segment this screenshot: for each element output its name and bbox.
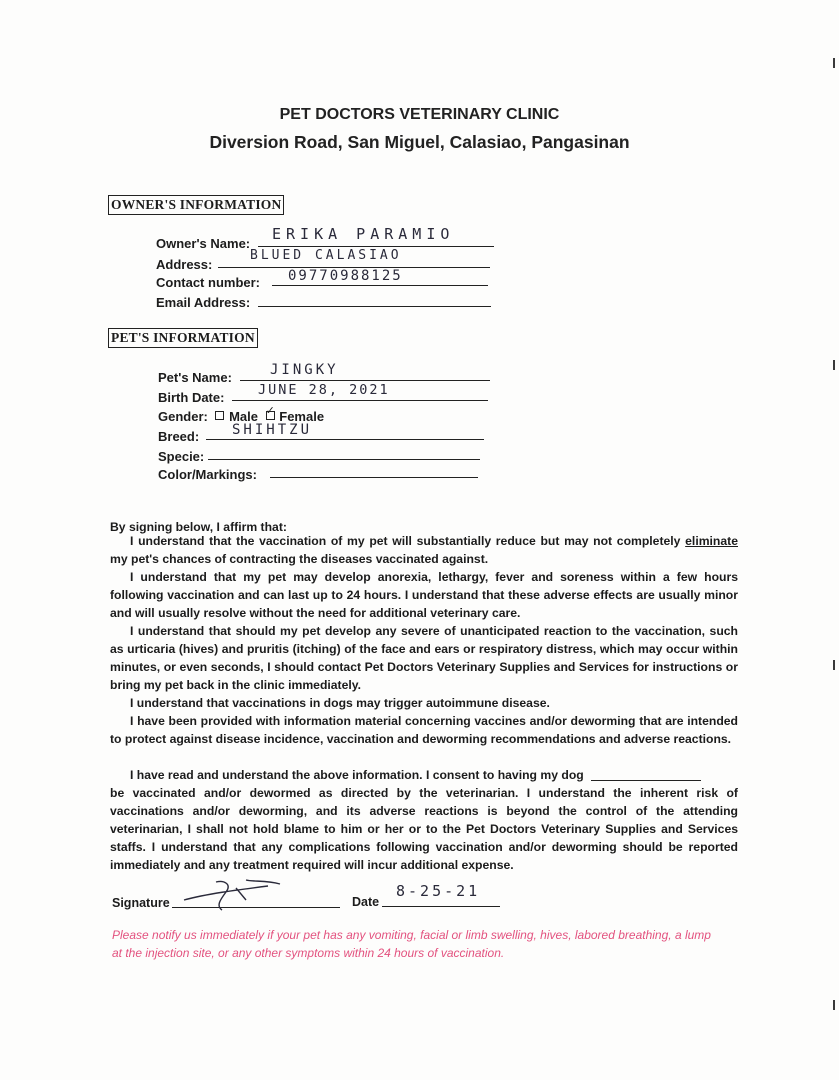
eliminate-word: eliminate	[685, 534, 738, 548]
email-label: Email Address:	[156, 295, 251, 310]
female-checkbox[interactable]	[265, 405, 275, 420]
owner-name-line[interactable]	[258, 246, 494, 247]
email-line[interactable]	[258, 306, 491, 307]
owner-section-heading: OWNER'S INFORMATION	[108, 195, 284, 215]
date-value: 8-25-21	[396, 882, 481, 900]
contact-number-line[interactable]	[272, 285, 488, 286]
consent-intro: By signing below, I affirm that:	[110, 520, 287, 534]
dog-name-blank[interactable]	[591, 768, 701, 781]
color-markings-label: Color/Markings:	[158, 467, 257, 482]
consent-paragraph-6-a: I have read and understand the above information. I consent to having my dog	[130, 768, 584, 782]
consent-paragraph-4: I understand that vaccinations in dogs may trigger autoimmune disease.	[130, 696, 550, 710]
date-line[interactable]	[382, 906, 500, 907]
female-label: Female	[279, 409, 325, 424]
pet-name-line[interactable]	[240, 380, 490, 381]
consent-paragraph-3: I understand that should my pet develop any severe of unanticipated reaction to the vaccination, such as urticaria (hives) and pruritis (itching) of the face and ears or respiratory distress, which may occur within minutes, or even seconds, I should contact Pet Doctors Veterinary Supplies and Services for instructions or bring my pet back in the clinic immediately.	[110, 624, 738, 692]
contact-number-label: Contact number:	[156, 275, 260, 290]
scan-edge-mark	[833, 58, 835, 68]
birth-date-line[interactable]	[232, 400, 488, 401]
specie-line[interactable]	[208, 459, 480, 460]
owner-name-value: ERIKA PARAMIO	[272, 225, 455, 243]
breed-value: SHIHTZU	[232, 422, 313, 438]
scan-edge-mark	[833, 1000, 835, 1010]
pet-section-heading: PET'S INFORMATION	[108, 328, 258, 348]
consent-paragraph-5: I have been provided with information material concerning vaccines and/or deworming that are intended to protect against disease incidence, vaccination and deworming recommendations and adverse reactions.	[110, 714, 738, 746]
pet-name-value: JINGKY	[270, 362, 339, 378]
address-label: Address:	[156, 257, 213, 272]
male-checkbox[interactable]	[215, 411, 224, 420]
consent-paragraph-1-b: my pet's chances of contracting the diseases vaccinated against.	[110, 552, 489, 566]
signature-label: Signature	[112, 896, 170, 910]
date-label: Date	[352, 895, 380, 909]
consent-paragraph-6: be vaccinated and/or dewormed as directed by the veterinarian. I understand the inherent risk of vaccinations and/or deworming, and its adverse reactions is beyond the control of the attending veterinarian, I shall not hold blame to him or her or to the Pet Doctors Veterinary Supplies and Services staffs. I understand that any complications following vaccination and/or deworming should be reported immediately and any treatment required will incur additional expense.	[110, 786, 738, 872]
clinic-address: Diversion Road, San Miguel, Calasiao, Pangasinan	[209, 132, 630, 152]
contact-number-value: 09770988125	[288, 268, 403, 284]
owner-name-label: Owner's Name:	[156, 236, 251, 251]
clinic-name: PET DOCTORS VETERINARY CLINIC	[279, 106, 560, 123]
consent-paragraph-2: I understand that my pet may develop anorexia, lethargy, fever and soreness within a few hours following vaccination and can last up to 24 hours. I understand that these adverse effects are usually minor and will usually resolve without the need for additional veterinary care.	[110, 570, 738, 620]
specie-label: Specie:	[158, 449, 205, 464]
breed-label: Breed:	[158, 429, 200, 444]
birth-date-label: Birth Date:	[158, 390, 225, 405]
consent-paragraph-1-a: I understand that the vaccination of my pet will substantially reduce but may not completely	[130, 534, 681, 548]
gender-label: Gender:	[158, 409, 208, 424]
birth-date-value: JUNE 28, 2021	[258, 382, 390, 398]
scan-edge-mark	[833, 660, 835, 670]
consent-paragraph-6-line1	[110, 766, 738, 784]
checkmark-icon: ✓	[265, 405, 275, 417]
male-label: Male	[229, 409, 258, 424]
consent-paragraph-1	[110, 532, 738, 568]
notice-text: Please notify us immediately if your pet has any vomiting, facial or limb swelling, hives, labored breathing, a lump at the injection site, or any other symptoms within 24 hours of vaccination.	[112, 928, 711, 960]
signature-scribble	[176, 874, 286, 914]
scan-edge-mark	[833, 360, 835, 370]
color-markings-line[interactable]	[270, 477, 478, 478]
pet-name-label: Pet's Name:	[158, 370, 232, 385]
breed-line[interactable]	[206, 439, 484, 440]
address-value: BLUED CALASIAO	[250, 248, 402, 263]
